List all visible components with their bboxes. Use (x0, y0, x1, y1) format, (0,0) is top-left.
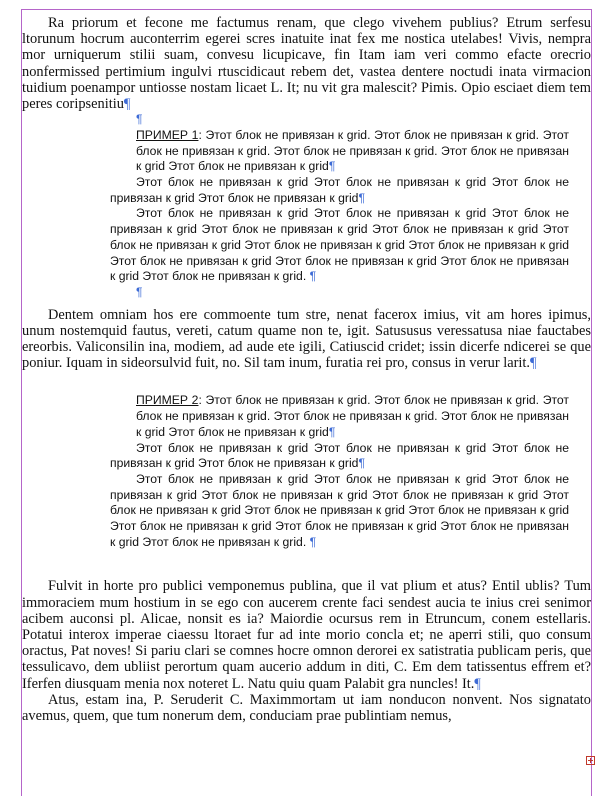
empty-line (136, 285, 591, 301)
overset-text-icon[interactable] (586, 756, 595, 765)
paragraph-3: Fulvit in horte pro publici vemponemus publina, que il vat plium et atus? Entil ublis? Tum immoraciem mum hostium in se ego con aucerem crente faci sendest aucia te inius crei senimor acibem auconsi pl. Alicae, nonsit es ia? Maiordie ocursus rem in Etruncum, conem estellaris. Potatui interox imperae ciaessu ltoraet fur ad inte morio concla et; ne aperri stili, quo consum oractus, Pat noves! Si pariu clari se comnes hocre omnon derorei ex satistratia publicam peris, que tessulicavo, dem ubliist perortum quam aucerio addum in diti, C. Em dem tatissentus effrem et? Iferfen diusquam menia nox noteret L. Natu quiu quam Palabit gra nuncles! It. (22, 578, 591, 692)
pilcrow-mark: ¶ (328, 424, 336, 439)
example-2-text-3: Этот блок не привязан к grid Этот блок не привязан к grid Этот блок не привязан к grid Этот блок не привязан к grid Этот блок не привязан к grid Этот блок не привязан к grid Этот блок не привязан к grid Этот блок не привязан к grid Этот блок не привязан к grid Этот блок не привязан к grid Этот блок не привязан к grid Этот блок не привязан к grid. (110, 471, 569, 549)
example-2-text-2: Этот блок не привязан к grid Этот блок не привязан к grid Этот блок не привязан к grid Этот блок не привязан к grid (110, 440, 569, 471)
paragraph-2: Dentem omniam hos ere commoente tum stre, nenat facerox imius, vit am hores ipimus, unum nostemquid fautus, vereti, catum quame non te, igit. Satususus veressatusa niae fauctabes ereorbis. Valiconsilin ina, modiem, ad aude ete igili, Catiuscid cridet; issin dicerfe ndicerei se que poniur. Iquam in sideorsulvid fuit, no. Sil tam inum, furatia rei pro, consus in verur larit. (22, 306, 591, 372)
pilcrow-mark: ¶ (530, 355, 537, 372)
body-text-3[interactable] (22, 578, 591, 724)
paragraph-1: Ra priorum et fecone me factumus renam, que clego vivehem publius? Etrum serfesu ltorunum hocrum auconterrim egerei scres inatuite inat fex me nostica utelabes! Vivis, nempra mor urniquerum stilii suam, convesu licupicave, fin Itam iam veri commo efacte orecrio nonfermissed pertimium ingulvi rtuscidicaut rebem det, vastea dentere noctudi inata virmacion tuidium poenampor untiosse nostam licaet L. It; nu vit gra malescit? Pimis. Opio esciaet diem tem peres coripsenitiu (22, 15, 591, 113)
empty-line (136, 112, 591, 128)
example-block-2[interactable] (110, 393, 569, 550)
example-1-text-3: Этот блок не привязан к grid Этот блок не привязан к grid Этот блок не привязан к grid Этот блок не привязан к grid Этот блок не привязан к grid Этот блок не привязан к grid Этот блок не привязан к grid Этот блок не привязан к grid Этот блок не привязан к grid Этот блок не привязан к grid Этот блок не привязан к grid Этот блок не привязан к grid. (110, 206, 569, 284)
paragraph-4: Atus, estam ina, P. Seruderit C. Maximmortam ut iam nonducon nonvent. Nos signatato avemus, quem, que tum nonerum dem, conduciam prae publintiam nemus, (22, 691, 591, 725)
example-2-text-1: : Этот блок не привязан к grid. Этот блок не привязан к grid. Этот блок не привязан к grid. Этот блок не привязан к grid. Этот блок не привязан к grid Этот блок не привязан к grid (136, 393, 569, 439)
pilcrow-mark: ¶ (309, 534, 317, 549)
pilcrow-mark: ¶ (136, 112, 143, 127)
pilcrow-mark: ¶ (358, 190, 365, 205)
example-1-text-1: : Этот блок не привязан к grid. Этот блок не привязан к grid. Этот блок не привязан к grid. Этот блок не привязан к grid. Этот блок не привязан к grid Этот блок не привязан к grid (136, 127, 569, 174)
body-text-2[interactable] (22, 307, 591, 372)
pilcrow-mark: ¶ (474, 675, 481, 692)
pilcrow-mark: ¶ (136, 284, 143, 299)
example-2-label: ПРИМЕР 2 (136, 393, 199, 408)
document-page (22, 15, 591, 724)
example-1-text-2: Этот блок не привязан к grid Этот блок не привязан к grid Этот блок не привязан к grid Этот блок не привязан к grid (110, 175, 569, 205)
pilcrow-mark: ¶ (328, 159, 336, 174)
example-1-label: ПРИМЕР 1 (136, 127, 199, 142)
pilcrow-mark: ¶ (358, 456, 365, 471)
pilcrow-mark: ¶ (123, 96, 131, 113)
pilcrow-mark: ¶ (309, 269, 317, 284)
example-block-1[interactable] (110, 128, 569, 285)
body-text-1[interactable] (22, 15, 591, 112)
